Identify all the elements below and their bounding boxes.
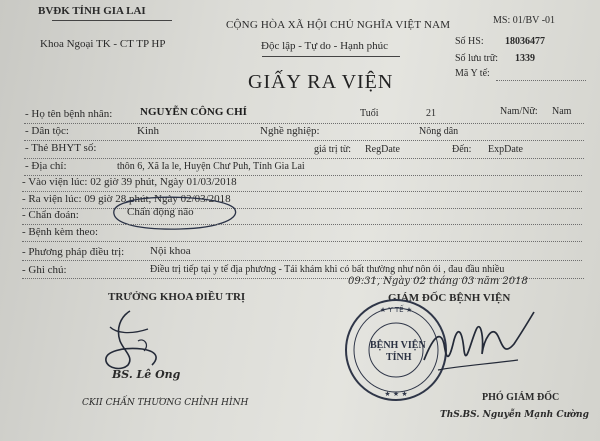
form-code: MS: 01/BV -01: [493, 15, 556, 26]
stamp-text-2: TỈNH: [386, 352, 412, 363]
hospital-underline: [52, 20, 172, 21]
comorbid-row-dots: [22, 241, 582, 242]
document-title: GIẤY RA VIỆN: [248, 71, 394, 93]
svg-text:★ Y TẾ ★: ★ Y TẾ ★: [379, 306, 413, 314]
discharge-row-dots: [22, 208, 582, 209]
country-name: CỘNG HÒA XÃ HỘI CHỦ NGHĨA VIỆT NAM: [226, 19, 451, 31]
discharge-time: - Ra viện lúc: 09 giờ 28 phút, Ngày 02/03/2018: [22, 193, 231, 205]
department-name: Khoa Ngoại TK - CT TP HP: [40, 38, 166, 50]
luutru-value: 1339: [515, 53, 535, 64]
svg-text:★ ★ ★: ★ ★ ★: [384, 390, 408, 398]
age-value: 21: [426, 108, 436, 119]
treatment-label: - Phương pháp điều trị:: [22, 246, 125, 258]
ethnicity-row-dots: [24, 140, 584, 141]
address-value: thôn 6, Xã Ia le, Huyện Chư Puh, Tỉnh Gia Lai: [117, 161, 305, 172]
left-signer-title: TRƯỞNG KHOA ĐIỀU TRỊ: [108, 291, 246, 303]
ethnicity-value: Kinh: [137, 125, 159, 137]
mayte-dots: [496, 80, 586, 81]
note-value: Điều trị tiếp tại y tế địa phương - Tái khám khi có bất thường như nôn ói , đau đầu nhiều: [150, 264, 505, 275]
comorbid-label: - Bệnh kèm theo:: [22, 226, 99, 238]
note-label: - Ghi chú:: [22, 264, 67, 276]
hospital-name: BVĐK TỈNH GIA LAI: [38, 5, 146, 17]
mayte-label: Mã Y tế:: [455, 68, 490, 79]
hs-label: Số HS:: [455, 36, 484, 47]
stamp-text-1: BỆNH VIỆN: [370, 340, 426, 351]
treatment-row-dots: [22, 260, 582, 261]
treatment-value: Nội khoa: [150, 245, 191, 257]
job-value: Nông dân: [419, 126, 459, 137]
name-label: - Họ tên bệnh nhân:: [25, 108, 113, 120]
valid-from-value: RegDate: [365, 144, 400, 155]
valid-to-value: ExpDate: [488, 144, 523, 155]
diagnosis-value: Chấn động não: [127, 206, 194, 218]
left-signer-role: CKII CHẤN THƯƠNG CHỈNH HÌNH: [82, 398, 249, 408]
diagnosis-label: - Chẩn đoán:: [22, 209, 79, 221]
hs-value: 18036477: [505, 36, 545, 47]
admit-time: - Vào viện lúc: 02 giờ 39 phút, Ngày 01/03/2018: [22, 176, 237, 188]
job-label: Nghề nghiệp:: [260, 125, 320, 137]
right-signer-title: GIÁM ĐỐC BỆNH VIỆN: [388, 292, 511, 304]
gender-label: Nam/Nữ:: [500, 106, 538, 117]
diagnosis-circle-mark: [110, 196, 240, 232]
motto-underline: [262, 56, 400, 57]
admit-row-dots: [22, 191, 582, 192]
right-signer-role: PHÓ GIÁM ĐỐC: [482, 392, 560, 403]
gender-value: Nam: [552, 106, 572, 117]
valid-to-label: Đến:: [452, 144, 472, 155]
bhyt-row-dots: [24, 158, 584, 159]
signing-date: 09:31, Ngày 02 tháng 03 năm 2018: [348, 276, 528, 287]
bhyt-label: - Thẻ BHYT số:: [25, 142, 97, 154]
right-signer-name: ThS.BS. Nguyễn Mạnh Cường: [440, 410, 589, 420]
age-label: Tuổi: [360, 108, 379, 119]
ethnicity-label: - Dân tộc:: [25, 125, 69, 137]
name-row-dots: [24, 123, 584, 124]
left-signer-name: BS. Lê Ong: [112, 368, 181, 381]
address-label: - Địa chỉ:: [25, 160, 67, 172]
valid-from-label: giá trị từ:: [314, 144, 352, 155]
luutru-label: Số lưu trữ:: [455, 53, 499, 64]
right-signature: [418, 300, 538, 390]
national-motto: Độc lập - Tự do - Hạnh phúc: [261, 40, 389, 52]
diagnosis-row-dots: [22, 224, 582, 225]
name-value: NGUYỄN CÔNG CHÍ: [140, 106, 247, 118]
